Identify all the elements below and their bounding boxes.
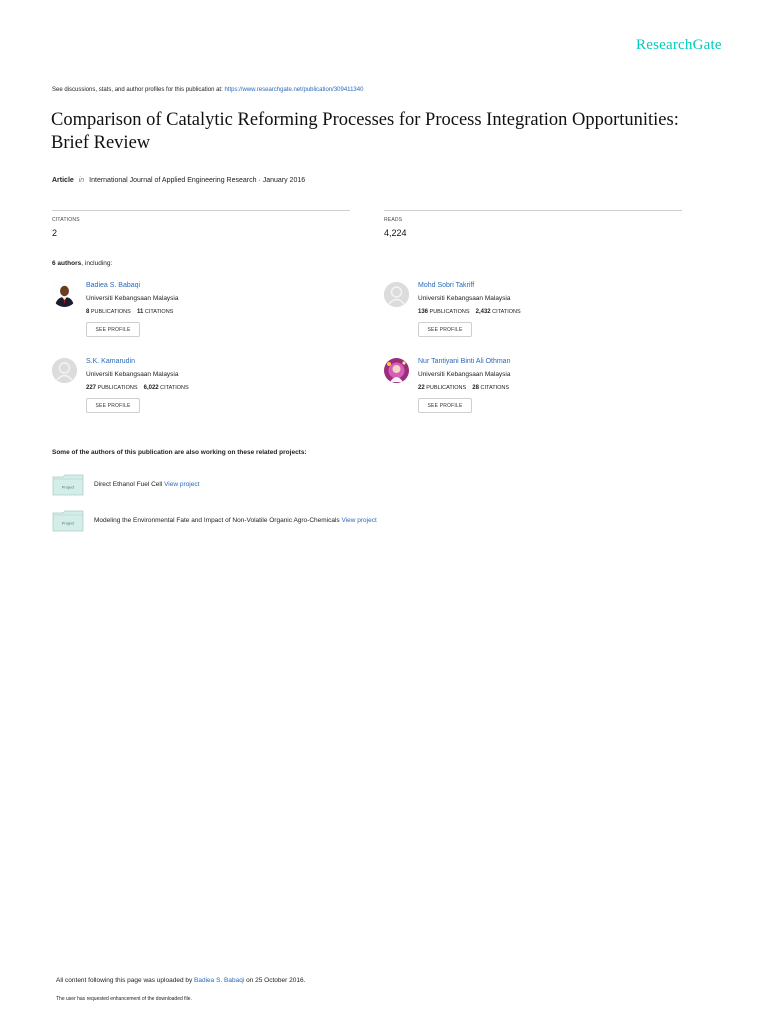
reads-divider <box>384 210 682 211</box>
see-profile-button[interactable]: SEE PROFILE <box>418 322 472 337</box>
citations-label: CITATIONS <box>492 309 521 315</box>
author-counts <box>418 309 521 315</box>
related-projects-heading: Some of the authors of this publication are also working on these related projects: <box>52 449 307 456</box>
citations-count: 11 <box>136 309 144 315</box>
researchgate-logo[interactable]: ResearchGate <box>636 37 722 53</box>
upload-note <box>56 977 305 984</box>
author-institution: Universiti Kebangsaan Malaysia <box>418 371 511 378</box>
citations-value: 2 <box>52 228 58 238</box>
author-photo-avatar[interactable] <box>52 282 77 307</box>
project-text <box>94 517 377 524</box>
article-type: Article <box>52 177 74 184</box>
authors-heading <box>52 260 112 267</box>
author-institution: Universiti Kebangsaan Malaysia <box>418 295 511 302</box>
discussion-line <box>52 87 363 93</box>
publication-title: Comparison of Catalytic Reforming Processes for Process Integration Opportunities: Brief Review <box>51 110 679 153</box>
in-word: in <box>78 177 85 184</box>
reads-label: READS <box>384 217 403 223</box>
citations-count: 28 <box>472 385 479 391</box>
discussion-prefix: See discussions, stats, and author profiles for this publication at: <box>52 87 223 93</box>
project-folder-icon <box>52 474 84 496</box>
author-name-link[interactable]: Nur Tantiyani Binti Ali Othman <box>418 358 511 365</box>
project-name: Modeling the Environmental Fate and Impact of Non-Volatile Organic Agro-Chemicals <box>94 517 340 524</box>
citations-divider <box>52 210 350 211</box>
author-card <box>384 282 674 346</box>
author-counts <box>86 385 189 391</box>
see-profile-button[interactable]: SEE PROFILE <box>418 398 472 413</box>
upload-date: on 25 October 2016. <box>246 977 306 984</box>
enhancement-note: The user has requested enhancement of the downloaded file. <box>56 996 192 1002</box>
citations-label: CITATIONS <box>160 385 189 391</box>
view-project-link[interactable]: View project <box>341 517 377 524</box>
uploader-link[interactable]: Badiea S. Babaqi <box>194 977 245 984</box>
project-text <box>94 481 199 488</box>
author-institution: Universiti Kebangsaan Malaysia <box>86 371 179 378</box>
authors-count: 6 authors <box>52 260 82 267</box>
reads-value: 4,224 <box>384 228 407 238</box>
publications-label: PUBLICATIONS <box>426 385 467 391</box>
author-name-link[interactable]: S.K. Kamarudin <box>86 358 136 365</box>
author-name-link[interactable]: Badiea S. Babaqi <box>86 282 141 289</box>
publications-count: 22 <box>418 385 425 391</box>
publications-label: PUBLICATIONS <box>97 385 138 391</box>
publications-label: PUBLICATIONS <box>429 309 470 315</box>
see-profile-button[interactable]: SEE PROFILE <box>86 398 140 413</box>
publications-count: 136 <box>418 309 429 315</box>
publications-label: PUBLICATIONS <box>90 309 131 315</box>
default-user-avatar-icon[interactable] <box>384 282 409 307</box>
citations-label: CITATIONS <box>144 309 174 315</box>
author-card <box>52 358 342 422</box>
publication-url-link[interactable]: https://www.researchgate.net/publication/309411340 <box>224 87 364 93</box>
default-user-avatar-icon[interactable] <box>52 358 77 383</box>
project-folder-label: Project <box>61 484 75 490</box>
author-counts <box>418 385 509 391</box>
author-counts <box>86 309 173 315</box>
citations-count: 6,022 <box>143 385 159 391</box>
view-project-link[interactable]: View project <box>164 481 200 488</box>
author-institution: Universiti Kebangsaan Malaysia <box>86 295 179 302</box>
publication-meta <box>52 177 305 184</box>
project-item <box>52 474 692 500</box>
project-folder-icon <box>52 510 84 532</box>
authors-suffix: , including: <box>81 260 113 267</box>
author-name-link[interactable]: Mohd Sobri Takriff <box>418 282 475 289</box>
journal-name: International Journal of Applied Engineering Research · January 2016 <box>89 177 306 184</box>
author-card <box>384 358 674 422</box>
see-profile-button[interactable]: SEE PROFILE <box>86 322 140 337</box>
project-item <box>52 510 692 536</box>
author-photo-avatar[interactable] <box>384 358 409 383</box>
project-folder-label: Project <box>61 520 75 526</box>
publications-count: 8 <box>86 309 90 315</box>
citations-count: 2,432 <box>475 309 491 315</box>
upload-prefix: All content following this page was uploaded by <box>56 977 193 984</box>
project-name: Direct Ethanol Fuel Cell <box>94 481 163 488</box>
citations-label: CITATIONS <box>480 385 510 391</box>
author-card <box>52 282 342 346</box>
citations-label: CITATIONS <box>52 217 80 223</box>
publications-count: 227 <box>86 385 97 391</box>
